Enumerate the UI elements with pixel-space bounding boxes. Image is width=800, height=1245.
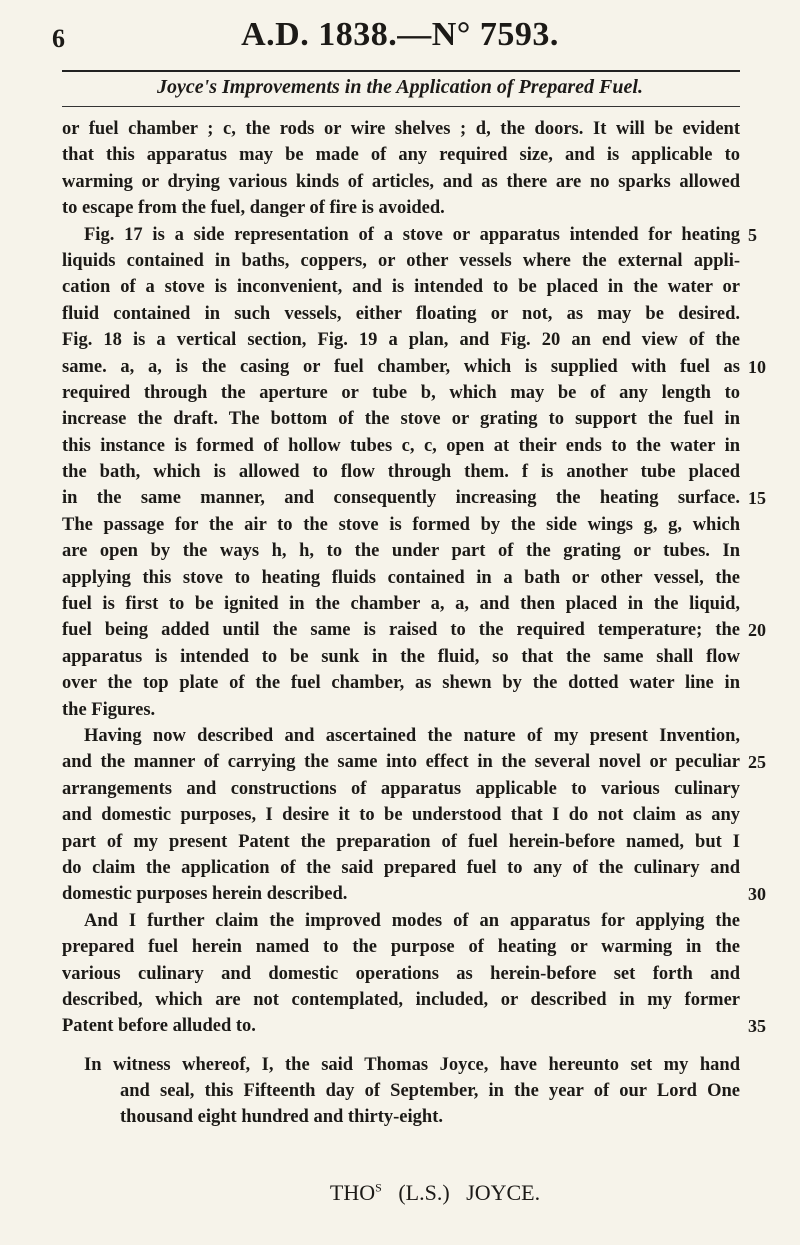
line-text: the bath, which is allowed to flow through them. f is another tube placed [62, 462, 740, 483]
line-text: to escape from the fuel, danger of fire is avoided. [62, 198, 445, 219]
line-text: liquids contained in baths, coppers, or other vessels where the external appli- [62, 250, 740, 271]
line-number: 30 [748, 884, 766, 905]
line-text: part of my present Patent the preparation of fuel herein-before named, but I [62, 831, 740, 852]
line-text: increase the draft. The bottom of the stove or grating to support the fuel in [62, 409, 740, 430]
text-line [62, 538, 740, 564]
line-number: 10 [748, 356, 766, 377]
subtitle-rule [62, 106, 740, 107]
line-text: in the same manner, and consequently increasing the heating surface. [62, 488, 740, 509]
line-text: and domestic purposes, I desire it to be understood that I do not claim as any [62, 805, 740, 826]
text-line [62, 670, 740, 696]
line-text: this instance is formed of hollow tubes c, c, open at their ends to the water in [62, 435, 740, 456]
text-line [62, 565, 740, 591]
line-text: prepared fuel herein named to the purpose of heating or warming in the [62, 937, 740, 958]
text-line [62, 644, 740, 670]
text-line [62, 697, 740, 723]
text-line [62, 829, 740, 855]
running-title: A.D. 1838.—N° 7593. [241, 16, 559, 53]
line-text: do claim the application of the said prepared fuel to any of the culinary and [62, 857, 740, 878]
line-text: The passage for the air to the stove is formed by the side wings g, g, which [62, 514, 740, 535]
text-line [62, 301, 740, 327]
line-text: Fig. 18 is a vertical section, Fig. 19 a plan, and Fig. 20 an end view of the [62, 330, 740, 351]
text-line [62, 116, 740, 142]
line-text: warming or drying various kinds of articles, and as there are no sparks allowed [62, 171, 740, 192]
signature-prefix: THO [329, 1180, 376, 1205]
line-number: 15 [748, 488, 766, 509]
text-line [62, 380, 740, 406]
body-text [62, 116, 766, 1131]
line-text: cation of a stove is inconvenient, and is intended to be placed in the water or [62, 277, 740, 298]
line-text: fuel is first to be ignited in the chamber a, a, and then placed in the liquid, [62, 594, 740, 615]
line-number: 35 [748, 1016, 766, 1037]
line-text: fluid contained in such vessels, either floating or not, as may be desired. [62, 303, 740, 324]
text-line [62, 591, 740, 617]
line-text: apparatus is intended to be sunk in the fluid, so that the same shall flow [62, 646, 740, 667]
line-text: required through the aperture or tube b, which may be of any length to [62, 382, 740, 403]
text-line [62, 855, 740, 881]
text-line [62, 248, 740, 274]
line-number: 5 [748, 224, 757, 245]
text-line [62, 274, 740, 300]
witness-spacer [62, 1040, 740, 1052]
line-text: same. a, a, is the casing or fuel chamber, which is supplied with fuel as [62, 356, 740, 377]
seal-mark: (L.S.) [398, 1180, 450, 1205]
text-line [62, 749, 766, 775]
text-line [62, 881, 766, 907]
signature-surname: JOYCE. [466, 1180, 541, 1205]
text-line [62, 433, 740, 459]
line-text: arrangements and constructions of apparatus applicable to various culinary [62, 778, 740, 799]
text-line [62, 222, 757, 248]
text-line [62, 908, 740, 934]
text-line [62, 776, 740, 802]
line-text: Patent before alluded to. [62, 1016, 256, 1037]
text-line [62, 406, 740, 432]
text-line [62, 802, 740, 828]
text-line [62, 142, 740, 168]
signature-prefix-sup: S [375, 1180, 382, 1195]
text-line [62, 354, 766, 380]
text-line [62, 327, 740, 353]
line-text: are open by the ways h, h, to the under part of the grating or tubes. In [62, 541, 740, 562]
witness-line: thousand eight hundred and thirty-eight. [120, 1107, 443, 1128]
text-line [62, 987, 740, 1013]
patent-subtitle: Joyce's Improvements in the Application of Prepared Fuel. [157, 76, 643, 98]
line-text: that this apparatus may be made of any required size, and is applicable to [62, 145, 740, 166]
text-line [62, 723, 740, 749]
text-line [62, 485, 766, 511]
line-text: or fuel chamber ; c, the rods or wire shelves ; d, the doors. It will be evident [62, 119, 740, 139]
line-text: domestic purposes herein described. [62, 884, 348, 905]
line-text: Having now described and ascertained the nature of my present Invention, [84, 725, 740, 746]
text-line [62, 961, 740, 987]
line-text: various culinary and domestic operations as herein-before set forth and [62, 963, 740, 984]
line-number: 25 [748, 752, 766, 773]
line-number: 20 [748, 620, 766, 641]
text-line [62, 195, 740, 221]
signature [0, 1180, 800, 1206]
witness-line: and seal, this Fifteenth day of September, in the year of our Lord One [120, 1081, 740, 1102]
witness-line: In witness whereof, I, the said Thomas Joyce, have hereunto set my hand [84, 1054, 740, 1075]
text-line [62, 1013, 766, 1039]
text-line [62, 169, 740, 195]
line-text: fuel being added until the same is raised to the required temperature; the [62, 620, 740, 641]
line-text: and the manner of carrying the same into effect in the several novel or peculiar [62, 752, 740, 773]
line-text: Fig. 17 is a side representation of a stove or apparatus intended for heating [84, 224, 740, 245]
line-text: over the top plate of the fuel chamber, as shewn by the dotted water line in [62, 673, 740, 694]
text-line [62, 934, 740, 960]
line-text: the Figures. [62, 699, 156, 720]
line-text: And I further claim the improved modes of an apparatus for applying the [84, 910, 740, 931]
top-rule [62, 70, 740, 72]
text-line [62, 512, 740, 538]
text-line [62, 617, 766, 643]
page-number: 6 [52, 24, 65, 53]
line-text: applying this stove to heating fluids contained in a bath or other vessel, the [62, 567, 740, 588]
text-line [62, 459, 740, 485]
line-text: described, which are not contemplated, included, or described in my former [62, 989, 740, 1010]
